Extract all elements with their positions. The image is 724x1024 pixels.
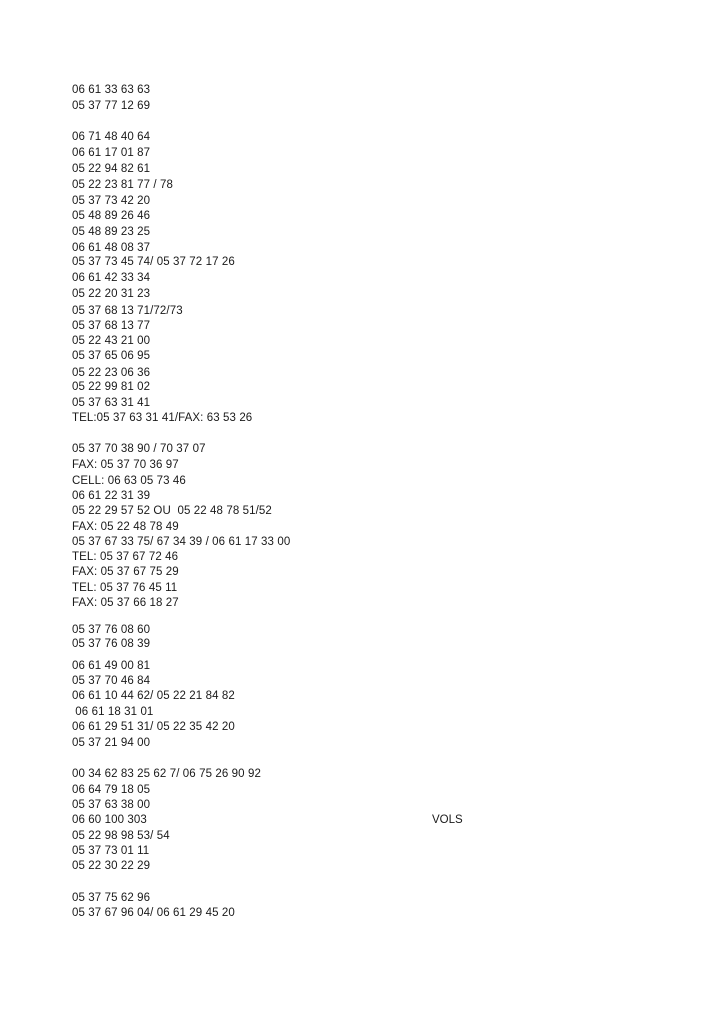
phone-line: 06 60 100 303 (72, 814, 147, 826)
phone-line: 06 61 18 31 01 (72, 706, 154, 718)
phone-line: 06 61 48 08 37 (72, 242, 151, 254)
phone-line: 05 37 65 06 95 (72, 350, 151, 362)
phone-line: 06 64 79 18 05 (72, 784, 151, 796)
phone-line: 05 37 73 42 20 (72, 195, 151, 207)
phone-line: 05 22 29 57 52 OU 05 22 48 78 51/52 (72, 505, 272, 517)
phone-line: 05 48 89 23 25 (72, 226, 151, 238)
phone-line: 05 22 23 06 36 (72, 367, 151, 379)
phone-line: 05 37 68 13 71/72/73 (72, 305, 183, 317)
phone-line: 05 37 68 13 77 (72, 320, 151, 332)
phone-line: 06 61 49 00 81 (72, 660, 151, 672)
phone-line: 00 34 62 83 25 62 7/ 06 75 26 90 92 (72, 768, 261, 780)
phone-line: 05 37 75 62 96 (72, 892, 151, 904)
phone-line: FAX: 05 22 48 78 49 (72, 521, 179, 533)
phone-line: 05 37 70 46 84 (72, 675, 151, 687)
phone-line: 06 61 10 44 62/ 05 22 21 84 82 (72, 690, 235, 702)
phone-line: 05 37 77 12 69 (72, 100, 151, 112)
phone-line: 05 37 76 08 39 (72, 638, 151, 650)
phone-line: 05 22 23 81 77 / 78 (72, 179, 174, 191)
phone-line: 05 37 63 38 00 (72, 799, 151, 811)
phone-line: 05 37 70 38 90 / 70 37 07 (72, 443, 206, 455)
phone-line: 05 22 98 98 53/ 54 (72, 830, 170, 842)
phone-line: 06 61 17 01 87 (72, 147, 151, 159)
phone-line: 05 37 21 94 00 (72, 737, 151, 749)
phone-line: 05 22 99 81 02 (72, 381, 151, 393)
phone-line: FAX: 05 37 66 18 27 (72, 597, 179, 609)
phone-line: FAX: 05 37 67 75 29 (72, 566, 179, 578)
phone-line: 05 22 94 82 61 (72, 163, 151, 175)
phone-line: 05 37 73 45 74/ 05 37 72 17 26 (72, 256, 235, 268)
vols-label: VOLS (432, 814, 463, 826)
phone-line: FAX: 05 37 70 36 97 (72, 459, 179, 471)
phone-line: 05 37 76 08 60 (72, 624, 151, 636)
phone-line: 05 37 67 33 75/ 67 34 39 / 06 61 17 33 00 (72, 536, 291, 548)
phone-line: 06 61 22 31 39 (72, 490, 151, 502)
phone-line: 05 37 73 01 11 (72, 845, 150, 857)
phone-line: 05 37 63 31 41 (72, 397, 151, 409)
phone-line: CELL: 06 63 05 73 46 (72, 475, 186, 487)
phone-line: 06 61 29 51 31/ 05 22 35 42 20 (72, 721, 235, 733)
phone-line: 06 61 42 33 34 (72, 272, 151, 284)
phone-line: TEL: 05 37 67 72 46 (72, 551, 179, 563)
phone-line: 05 22 30 22 29 (72, 860, 151, 872)
phone-line: TEL:05 37 63 31 41/FAX: 63 53 26 (72, 412, 253, 424)
phone-line: 06 61 33 63 63 (72, 84, 151, 96)
phone-line: 05 22 20 31 23 (72, 288, 151, 300)
phone-line: 05 22 43 21 00 (72, 335, 151, 347)
phone-line: TEL: 05 37 76 45 11 (72, 582, 178, 594)
phone-line: 06 71 48 40 64 (72, 131, 151, 143)
phone-line: 05 48 89 26 46 (72, 210, 151, 222)
phone-line: 05 37 67 96 04/ 06 61 29 45 20 (72, 907, 235, 919)
